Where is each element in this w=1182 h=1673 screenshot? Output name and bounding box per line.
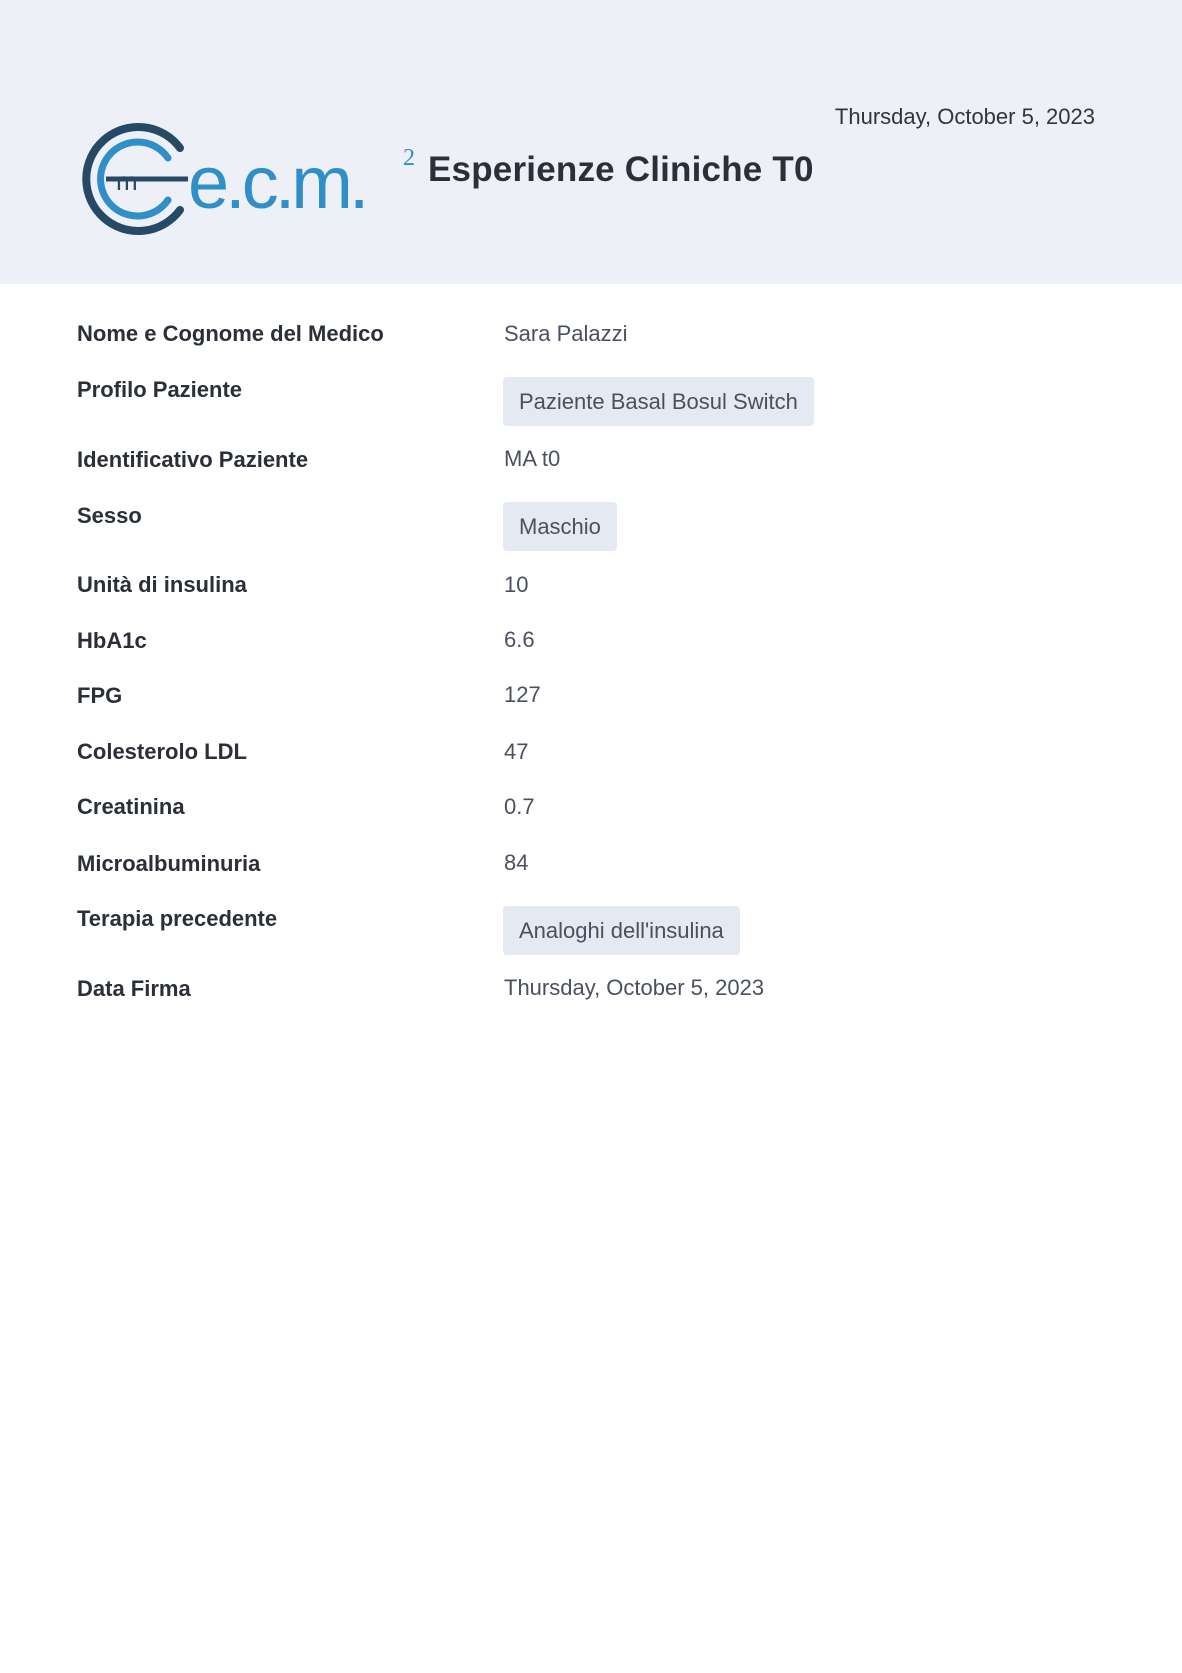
logo-inner-letter: m <box>116 166 138 196</box>
label-creatinina: Creatinina <box>77 794 185 819</box>
logo-wordmark: e.c.m. <box>188 141 366 224</box>
label-medico: Nome e Cognome del Medico <box>77 321 384 346</box>
report-header <box>0 0 1182 284</box>
value-creatinina: 0.7 <box>504 794 535 819</box>
label-terapia: Terapia precedente <box>77 906 278 931</box>
value-insulina: 10 <box>504 572 529 597</box>
label-ldl: Colesterolo LDL <box>77 739 247 764</box>
value-medico: Sara Palazzi <box>504 321 628 346</box>
label-fpg: FPG <box>77 683 123 708</box>
value-fpg: 127 <box>504 682 541 707</box>
logo-superscript: 2 <box>403 145 415 171</box>
page-title: Esperienze Cliniche T0 <box>428 150 814 189</box>
label-sesso: Sesso <box>77 503 142 528</box>
value-microalbuminuria: 84 <box>504 850 529 875</box>
label-profilo: Profilo Paziente <box>77 377 243 402</box>
report-date: Thursday, October 5, 2023 <box>834 104 1095 129</box>
value-ldl: 47 <box>504 739 529 764</box>
value-data-firma: Thursday, October 5, 2023 <box>504 975 765 1000</box>
label-identificativo: Identificativo Paziente <box>77 447 309 472</box>
ecm-logo <box>76 120 421 238</box>
label-hba1c: HbA1c <box>77 628 147 653</box>
label-insulina: Unità di insulina <box>77 572 247 597</box>
value-hba1c: 6.6 <box>504 627 535 652</box>
chip-terapia: Analoghi dell'insulina <box>503 906 740 955</box>
label-microalbuminuria: Microalbuminuria <box>77 851 261 876</box>
chip-profilo: Paziente Basal Bosul Switch <box>503 377 814 426</box>
chip-sesso: Maschio <box>503 502 617 551</box>
value-identificativo: MA t0 <box>504 446 561 471</box>
label-data-firma: Data Firma <box>77 976 191 1001</box>
